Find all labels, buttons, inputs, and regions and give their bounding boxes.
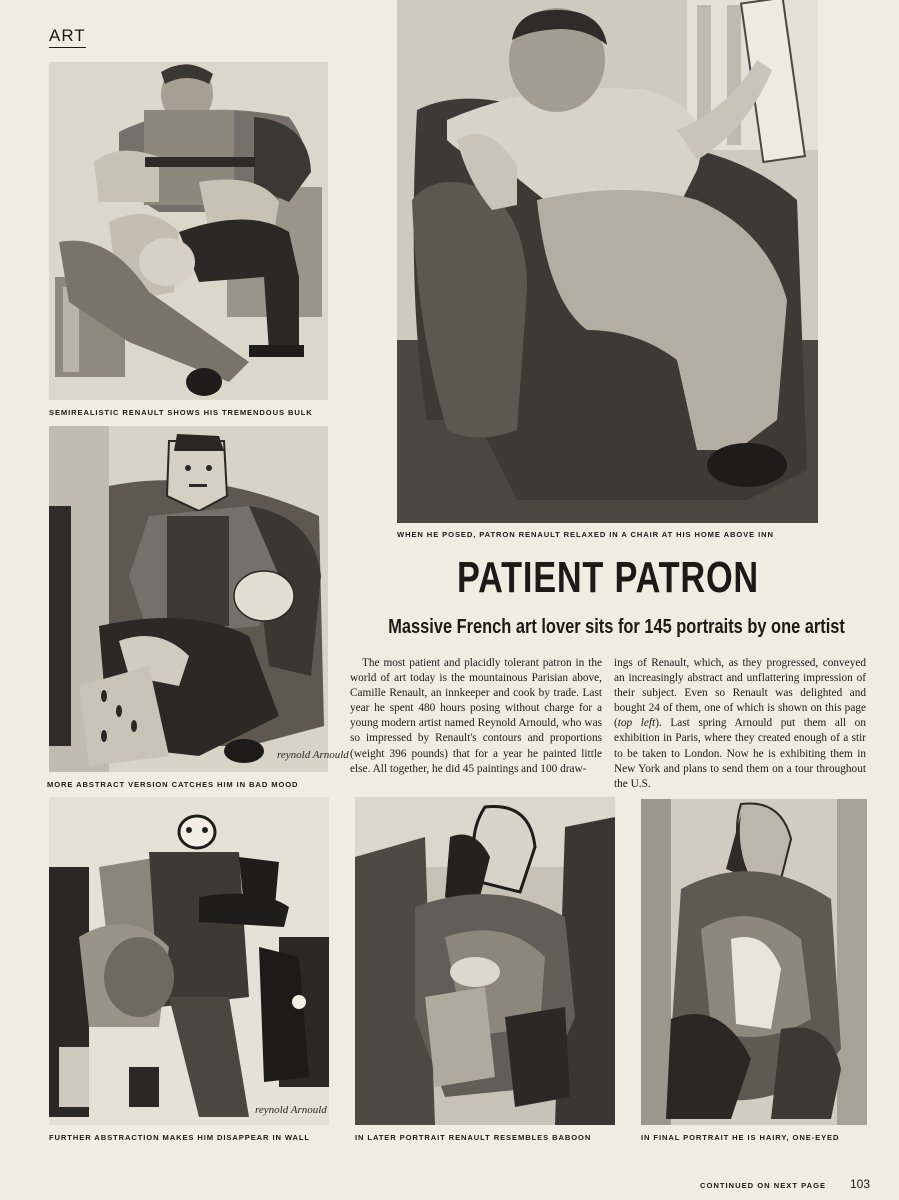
caption-main-photo: WHEN HE POSED, PATRON RENAULT RELAXED IN A CHAIR AT HIS HOME ABOVE INN <box>397 530 774 539</box>
article-text-1: The most patient and placidly tolerant patron in the world of art today is the mountainous Parisian above, Camille Renault, an innkeeper and cook by trade. Last year he spent 480 hours posing without charge for a young modern artist named Reynold Arnould, who was so impressed by Renault's contours and proportions (weight 396 pounds) that for a year he painted little else. All together, he did 45 paintings and 100 draw- <box>350 657 602 775</box>
article-column-2 <box>614 656 866 792</box>
painting-semirealistic <box>49 62 328 400</box>
article-column-1 <box>350 656 602 777</box>
caption-baboon: IN LATER PORTRAIT RENAULT RESEMBLES BABOON <box>355 1133 592 1142</box>
caption-abstract: MORE ABSTRACT VERSION CATCHES HIM IN BAD MOOD <box>47 780 299 789</box>
photo-renault-in-chair <box>397 0 818 523</box>
signature-abstract: reynold Arnould <box>277 749 349 761</box>
headline: PATIENT PATRON <box>456 553 759 602</box>
page-number: 103 <box>850 1177 871 1191</box>
painting-more-abstract <box>49 426 349 772</box>
continued-notice: CONTINUED ON NEXT PAGE <box>700 1181 827 1190</box>
painting-baboon <box>355 797 615 1125</box>
article-text-2: ings of Renault, which, as they progressed, conveyed an increasingly abstract and unflattering impression of their subject. Even so Renault was delighted and bought 24 of them, one of which is shown on this page (top left). Last spring Arnould put them all on exhibition in Paris, where they created enough of a stir to be taken to London. Now he is exhibiting them in New York and plans to send them on a tour throughout the U.S. <box>614 657 866 790</box>
caption-further: FURTHER ABSTRACTION MAKES HIM DISAPPEAR IN WALL <box>49 1133 310 1142</box>
caption-final: IN FINAL PORTRAIT HE IS HAIRY, ONE-EYED <box>641 1133 840 1142</box>
painting-final <box>641 799 867 1125</box>
section-label: ART <box>49 26 86 48</box>
painting-further-abstraction <box>49 797 329 1125</box>
caption-semirealistic: SEMIREALISTIC RENAULT SHOWS HIS TREMENDOUS BULK <box>49 408 313 417</box>
subheadline: Massive French art lover sits for 145 portraits by one artist <box>388 616 845 638</box>
signature-further: reynold Arnould <box>255 1104 327 1116</box>
